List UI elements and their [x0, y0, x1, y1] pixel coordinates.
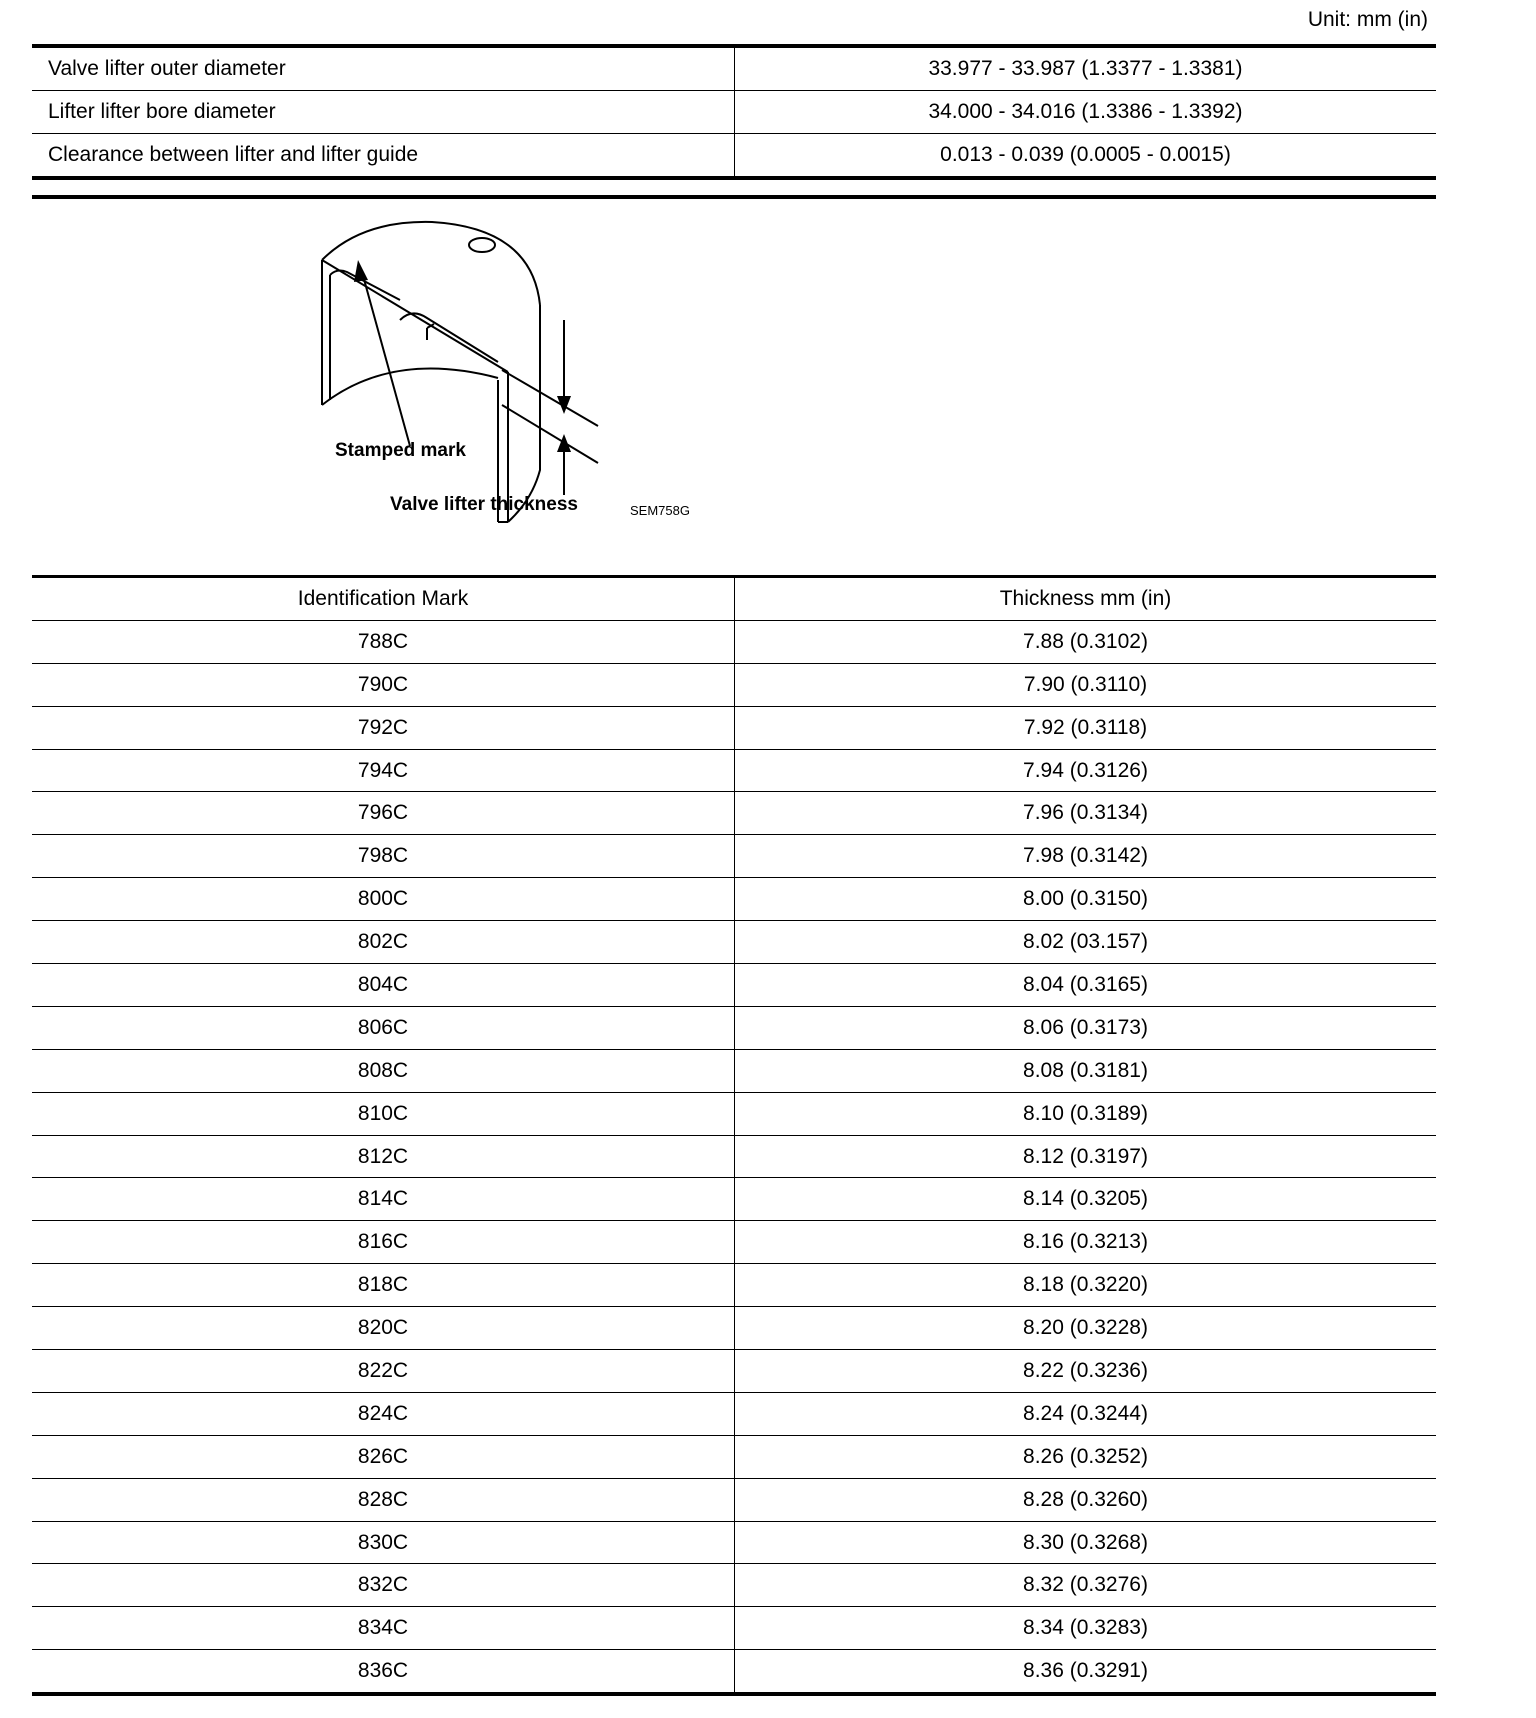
- thickness-cell: 8.28 (0.3260): [735, 1478, 1437, 1521]
- figure-code: SEM758G: [630, 503, 690, 518]
- table-row: [32, 1221, 1436, 1264]
- thickness-cell: 8.24 (0.3244): [735, 1392, 1437, 1435]
- thickness-cell: 8.08 (0.3181): [735, 1049, 1437, 1092]
- table-row: [32, 1607, 1436, 1650]
- thickness-cell: 7.90 (0.3110): [735, 663, 1437, 706]
- thickness-cell: 8.10 (0.3189): [735, 1092, 1437, 1135]
- thickness-cell: 8.22 (0.3236): [735, 1350, 1437, 1393]
- identification-mark-cell: 798C: [32, 835, 735, 878]
- table-row: [32, 663, 1436, 706]
- identification-mark-cell: 804C: [32, 964, 735, 1007]
- table-row: [32, 1392, 1436, 1435]
- spec-label: Lifter lifter bore diameter: [32, 91, 735, 134]
- identification-mark-cell: 814C: [32, 1178, 735, 1221]
- identification-mark-cell: 828C: [32, 1478, 735, 1521]
- table-row: [32, 1307, 1436, 1350]
- thickness-table: [32, 575, 1436, 1696]
- thickness-cell: 7.98 (0.3142): [735, 835, 1437, 878]
- table-row: [32, 706, 1436, 749]
- table-row: [32, 1178, 1436, 1221]
- spec-row: [32, 91, 1436, 134]
- thickness-cell: 8.06 (0.3173): [735, 1006, 1437, 1049]
- spec-label: Clearance between lifter and lifter guide: [32, 134, 735, 179]
- spec-value: 33.977 - 33.987 (1.3377 - 1.3381): [735, 46, 1437, 91]
- unit-label: Unit: mm (in): [1307, 8, 1428, 31]
- valve-lifter-thickness-label: Valve lifter thickness: [390, 494, 578, 515]
- valve-lifter-drawing: [32, 200, 1436, 575]
- figure-top-rule: [32, 195, 1436, 199]
- table-row: [32, 921, 1436, 964]
- spec-value: 34.000 - 34.016 (1.3386 - 1.3392): [735, 91, 1437, 134]
- stamped-mark-label: Stamped mark: [335, 440, 466, 461]
- thickness-cell: 8.26 (0.3252): [735, 1435, 1437, 1478]
- table-row: [32, 1650, 1436, 1694]
- identification-mark-cell: 802C: [32, 921, 735, 964]
- thickness-cell: 8.00 (0.3150): [735, 878, 1437, 921]
- table-row: [32, 1049, 1436, 1092]
- table-row: [32, 964, 1436, 1007]
- thickness-cell: 7.88 (0.3102): [735, 620, 1437, 663]
- identification-mark-cell: 830C: [32, 1521, 735, 1564]
- valve-lifter-figure: [32, 200, 1436, 575]
- identification-mark-cell: 816C: [32, 1221, 735, 1264]
- identification-mark-cell: 812C: [32, 1135, 735, 1178]
- spec-row: [32, 134, 1436, 179]
- identification-mark-cell: 790C: [32, 663, 735, 706]
- identification-mark-cell: 810C: [32, 1092, 735, 1135]
- thickness-cell: 7.92 (0.3118): [735, 706, 1437, 749]
- thickness-cell: 8.32 (0.3276): [735, 1564, 1437, 1607]
- identification-mark-cell: 822C: [32, 1350, 735, 1393]
- spec-row: [32, 46, 1436, 91]
- thickness-cell: 8.16 (0.3213): [735, 1221, 1437, 1264]
- table-row: [32, 1521, 1436, 1564]
- thickness-cell: 8.12 (0.3197): [735, 1135, 1437, 1178]
- thickness-cell: 8.14 (0.3205): [735, 1178, 1437, 1221]
- table-row: [32, 1350, 1436, 1393]
- table-header-row: [32, 577, 1436, 621]
- table-row: [32, 1435, 1436, 1478]
- table-row: [32, 749, 1436, 792]
- thickness-cell: 8.18 (0.3220): [735, 1264, 1437, 1307]
- table-row: [32, 1092, 1436, 1135]
- identification-mark-cell: 826C: [32, 1435, 735, 1478]
- thickness-cell: 8.34 (0.3283): [735, 1607, 1437, 1650]
- identification-mark-cell: 808C: [32, 1049, 735, 1092]
- table-row: [32, 1006, 1436, 1049]
- table-row: [32, 1135, 1436, 1178]
- identification-mark-cell: 818C: [32, 1264, 735, 1307]
- table-row: [32, 878, 1436, 921]
- column-header-identification-mark: Identification Mark: [32, 577, 735, 621]
- identification-mark-cell: 794C: [32, 749, 735, 792]
- thickness-cell: 8.36 (0.3291): [1023, 1659, 1148, 1683]
- table-row: [32, 620, 1436, 663]
- thickness-cell: 7.94 (0.3126): [735, 749, 1437, 792]
- thickness-cell: 8.20 (0.3228): [735, 1307, 1437, 1350]
- thickness-cell: 8.02 (03.157): [735, 921, 1437, 964]
- spec-table: [32, 44, 1436, 180]
- identification-mark-cell: 820C: [32, 1307, 735, 1350]
- spec-value: 0.013 - 0.039 (0.0005 - 0.0015): [940, 143, 1231, 166]
- identification-mark-cell: 824C: [32, 1392, 735, 1435]
- table-row: [32, 1264, 1436, 1307]
- identification-mark-cell: 834C: [32, 1607, 735, 1650]
- thickness-cell: 8.04 (0.3165): [735, 964, 1437, 1007]
- identification-mark-cell: 832C: [32, 1564, 735, 1607]
- table-row: [32, 792, 1436, 835]
- table-row: [32, 1478, 1436, 1521]
- identification-mark-cell: 792C: [32, 706, 735, 749]
- identification-mark-cell: 796C: [32, 792, 735, 835]
- table-row: [32, 835, 1436, 878]
- identification-mark-cell: 788C: [32, 620, 735, 663]
- identification-mark-cell: 806C: [32, 1006, 735, 1049]
- table-row: [32, 1564, 1436, 1607]
- thickness-cell: 7.96 (0.3134): [735, 792, 1437, 835]
- thickness-cell: 8.30 (0.3268): [735, 1521, 1437, 1564]
- identification-mark-cell: 836C: [32, 1650, 735, 1694]
- spec-label: Valve lifter outer diameter: [32, 46, 735, 91]
- column-header-thickness: Thickness mm (in): [735, 577, 1437, 621]
- identification-mark-cell: 800C: [32, 878, 735, 921]
